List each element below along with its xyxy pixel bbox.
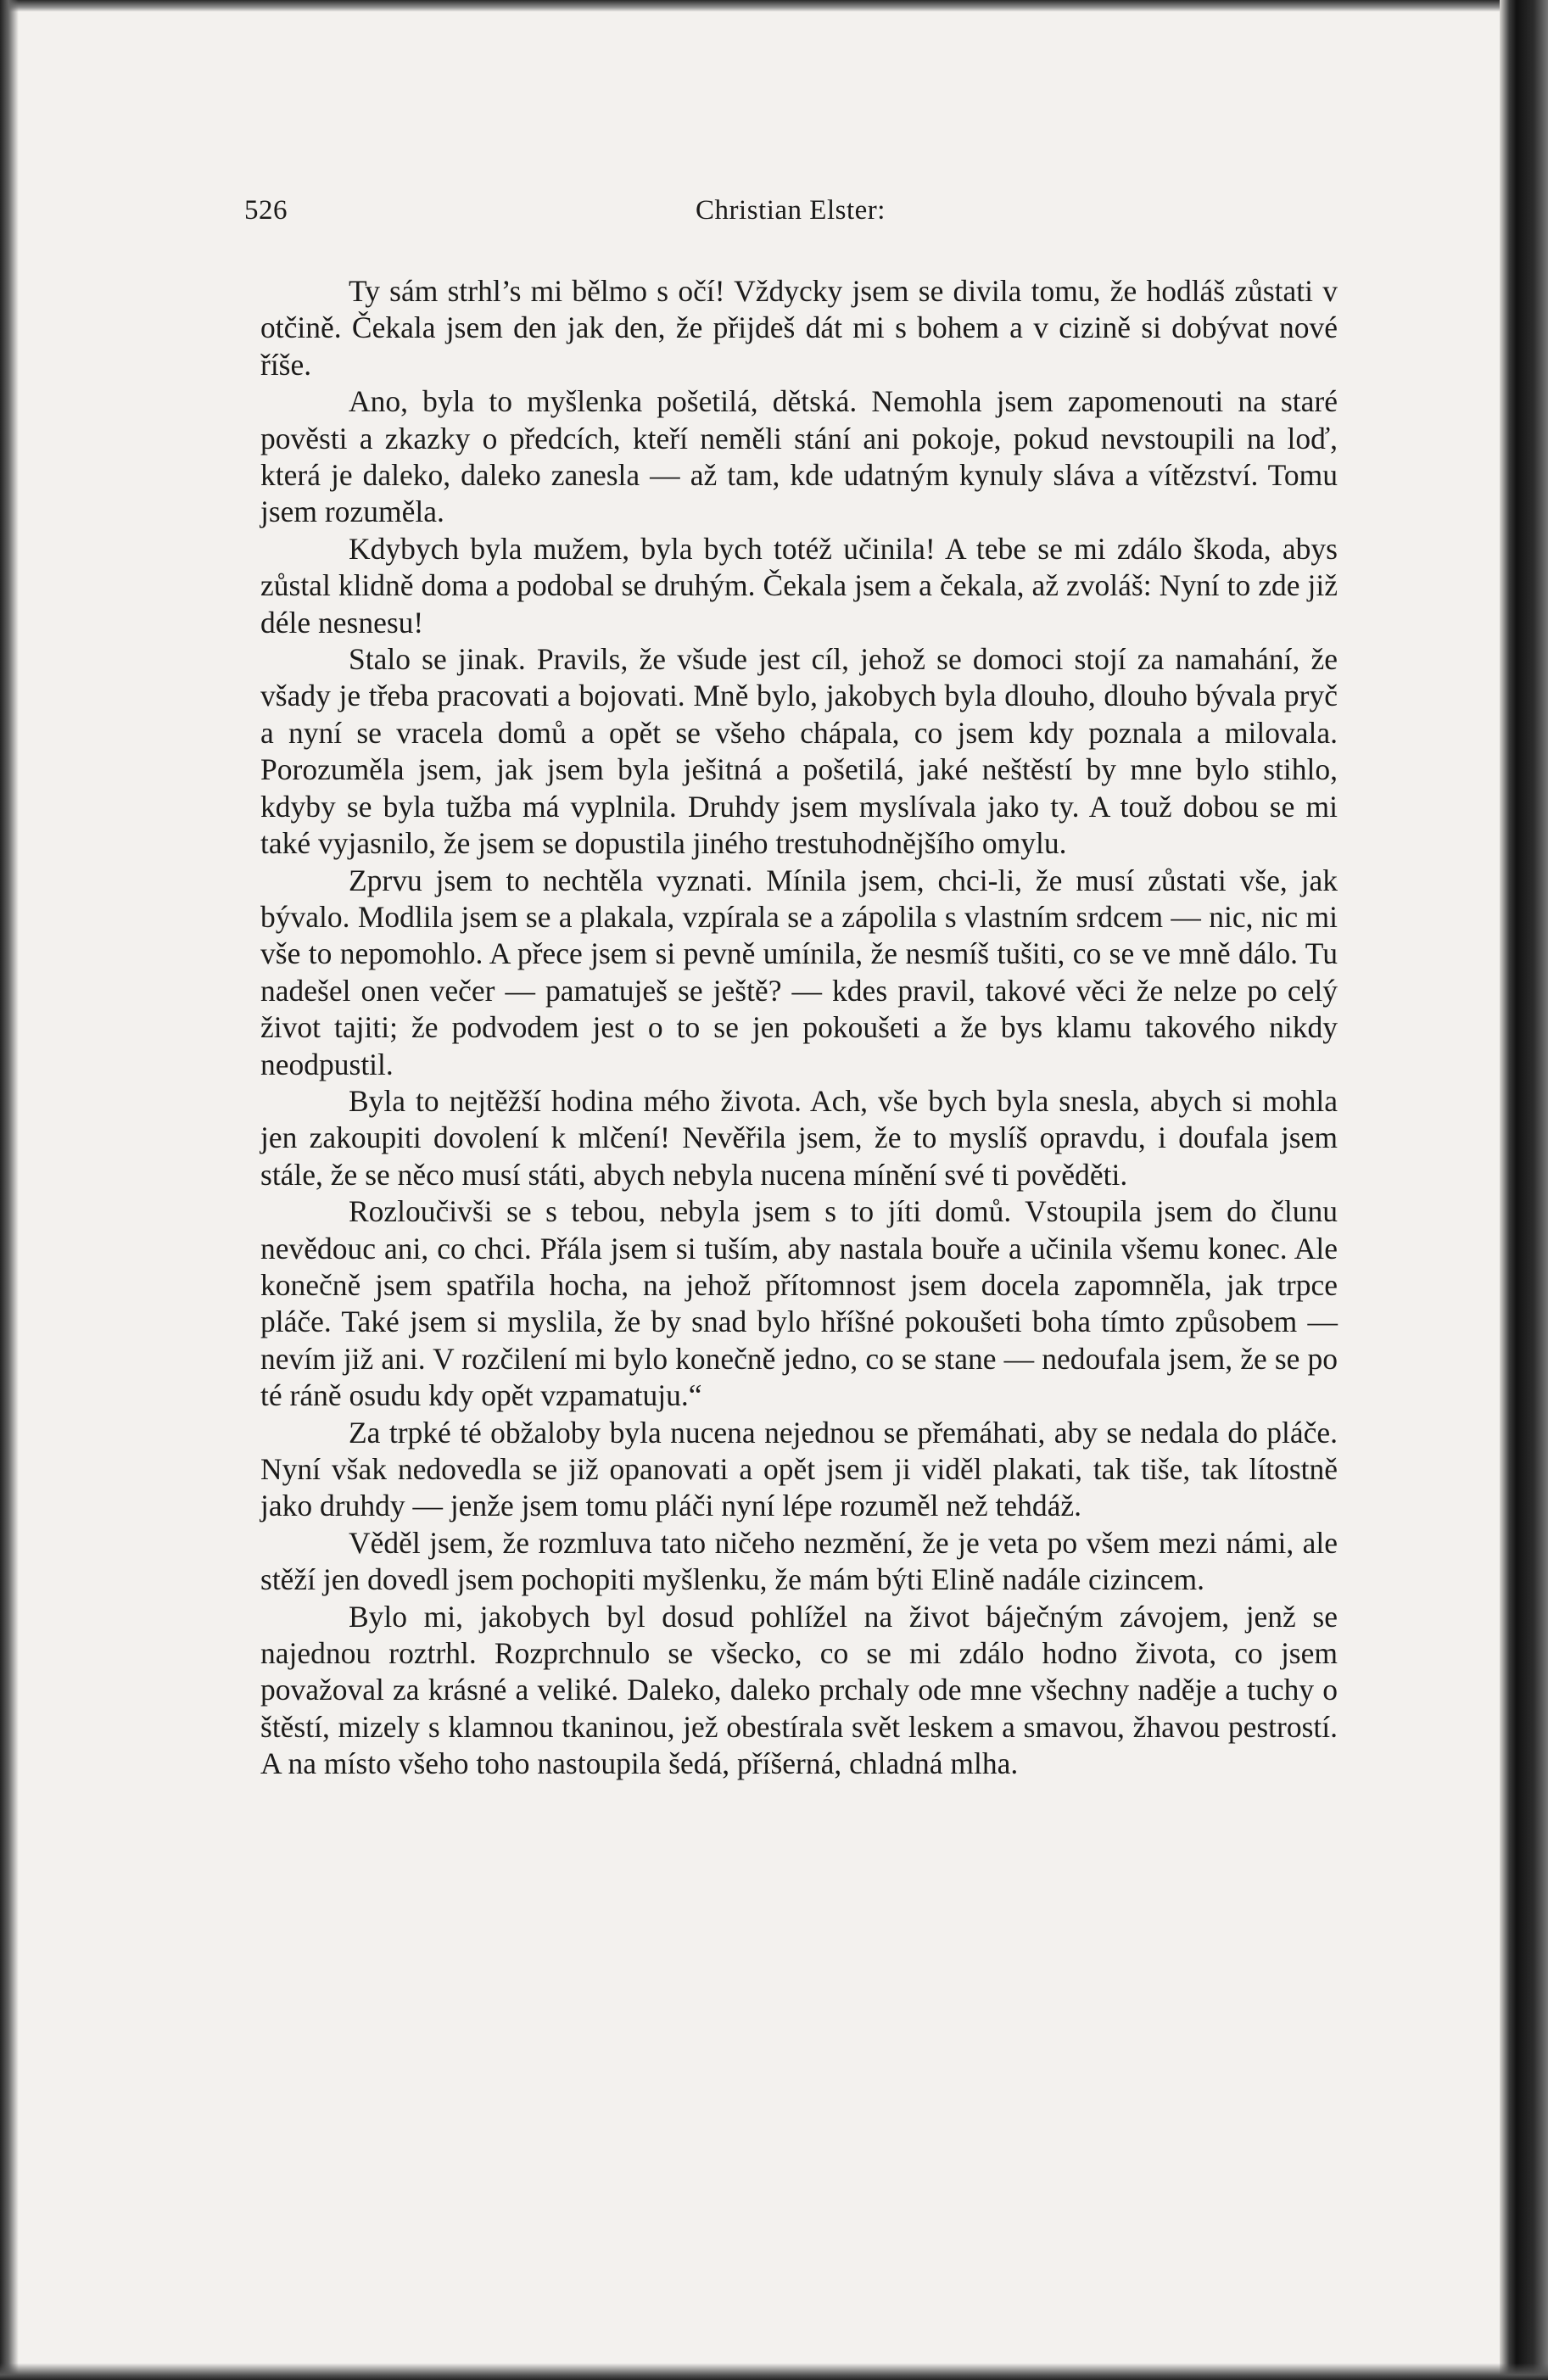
paragraph: Kdybych byla mužem, byla bych totéž učinila! A tebe se mi zdálo škoda, abys zůstal klidně doma a podobal se druhým. Čekala jsem a čekala, až zvoláš: Nyní to zde již déle nesnesu! [260, 531, 1338, 640]
paragraph: Zprvu jsem to nechtěla vyznati. Mínila jsem, chci-li, že musí zůstati vše, jak bývalo. Modlila jsem se a plakala, vzpírala se a zápolila s vlastním srdcem — nic, nic mi vše to nepomohlo. A přece jsem si pevně umínila, že nesmíš tušiti, co se ve mně dálo. Tu nadešel onen večer — pamatuješ se ještě? — kdes pravil, takové věci že nelze po celý život tajiti; že podvodem jest o to se jen pokoušeti a že bys klamu takového nikdy neodpustil. [260, 863, 1338, 1081]
paragraph: Bylo mi, jakobych byl dosud pohlížel na život báječným závojem, jenž se najednou roztrhl. Rozprchnulo se všecko, co se mi zdálo hodno života, co jsem považoval za krásné a veliké. Daleko, daleko prchaly ode mne všechny naděje a tuchy o štěstí, mizely s klamnou tkaninou, jež obestírala svět leskem a smavou, žhavou pestrostí. A na místo všeho toho nastoupila šedá, příšerná, chladná mlha. [260, 1599, 1338, 1781]
page-number: 526 [244, 195, 288, 226]
paragraph: Ty sám strhl’s mi bělmo s očí! Vždycky jsem se divila tomu, že hodláš zůstati v otčině. Čekala jsem den jak den, že přijdeš dát mi s bohem a v cizině si dobývat nové říše. [260, 274, 1338, 382]
paragraph: Byla to nejtěžší hodina mého života. Ach, vše bych byla snesla, abych si mohla jen zakoupiti dovolení k mlčení! Nevěřila jsem, že to myslíš opravdu, i doufala jsem stále, že se něco musí státi, abych nebyla nucena mínění své ti pověděti. [260, 1083, 1338, 1192]
page-header [244, 195, 1337, 232]
body-text [260, 273, 1338, 1783]
paragraph: Za trpké té obžaloby byla nucena nejednou se přemáhati, aby se nedala do pláče. Nyní však nedovedla se již opanovati a opět jsem ji viděl plakati, tak tiše, tak lítostně jako druhdy — jenže jsem tomu pláči nyní lépe rozuměl než tehdáž. [260, 1415, 1338, 1523]
running-head: Christian Elster: [696, 195, 886, 226]
paragraph: Věděl jsem, že rozmluva tato ničeho nezmění, že je veta po všem mezi námi, ale stěží jen dovedl jsem pochopiti myšlenku, že mám býti Elině nadále cizincem. [260, 1525, 1338, 1597]
paragraph: Stalo se jinak. Pravils, že všude jest cíl, jehož se domoci stojí za namahání, že všady je třeba pracovati a bojovati. Mně bylo, jakobych byla dlouho, dlouho bývala pryč a nyní se vracela domů a opět se všeho chápala, co jsem kdy poznala a milovala. Porozuměla jsem, jak jsem byla ješitná a pošetilá, jaké neštěstí by mne bylo stihlo, kdyby se byla tužba má vyplnila. Druhdy jsem myslívala jako ty. A touž dobou se mi také vyjasnilo, že jsem se dopustila jiného trestuhodnějšího omylu. [260, 642, 1338, 861]
scan-border-right [1500, 0, 1548, 2380]
paragraph: Rozloučivši se s tebou, nebyla jsem s to jíti domů. Vstoupila jsem do člunu nevědouc ani, co chci. Přála jsem si tuším, aby nastala bouře a učinila všemu konec. Ale konečně jsem spatřila hocha, na jehož přítomnost jsem docela zapomněla, jak trpce pláče. Také jsem si myslila, že by snad bylo hříšné pokoušeti boha tímto způsobem — nevím již ani. V rozčilení mi bylo konečně jedno, co se stane — nedoufala jsem, že se po té ráně osudu kdy opět vzpamatuju.“ [260, 1194, 1338, 1413]
scan-border-bottom [0, 2363, 1548, 2380]
paragraph: Ano, byla to myšlenka pošetilá, dětská. Nemohla jsem zapomenouti na staré pověsti a zkazky o předcích, kteří neměli stání ani pokoje, pokud nevstoupili na loď, která je daleko, daleko zanesla — až tam, kde udatným kynuly sláva a vítězství. Tomu jsem rozuměla. [260, 384, 1338, 529]
